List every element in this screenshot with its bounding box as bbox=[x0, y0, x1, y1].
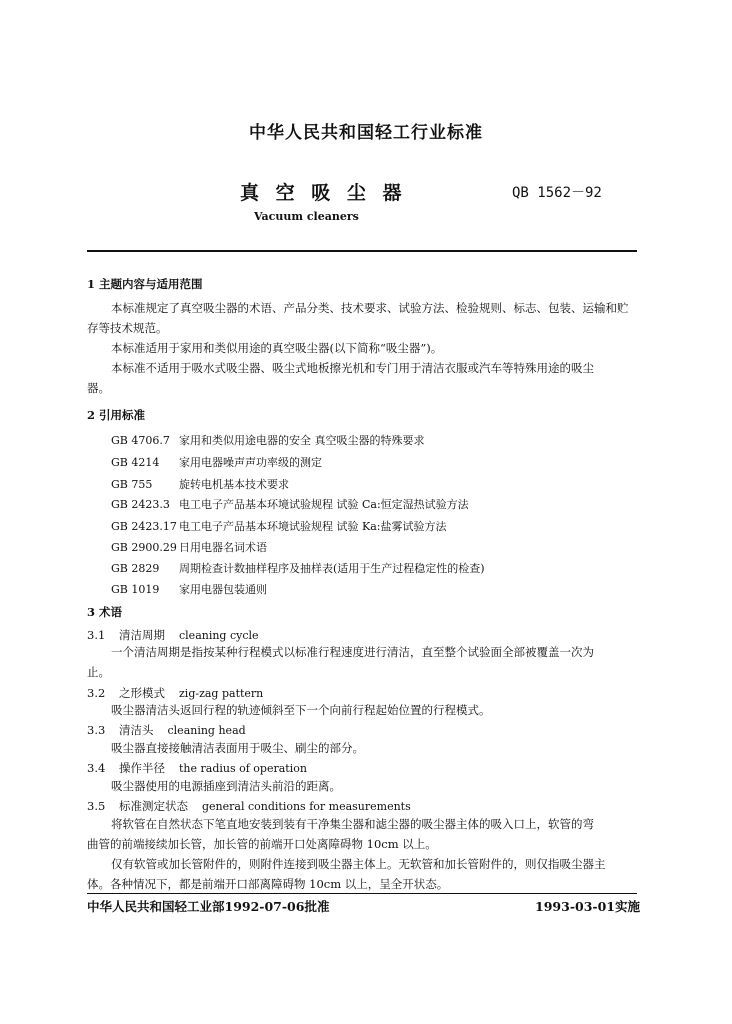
term-english: zig-zag pattern bbox=[179, 687, 264, 700]
term-chinese: 清洁周期 bbox=[119, 628, 165, 642]
term-3-4-definition: 吸尘器使用的电源插座到清洁头前沿的距离。 bbox=[111, 779, 341, 793]
reference-item bbox=[111, 476, 289, 492]
standard-code: QB 1562－92 bbox=[512, 185, 602, 201]
term-english: cleaning cycle bbox=[179, 629, 259, 642]
term-3-5-definition-line-4: 体。各种情况下，都是前端开口部离障碍物 10cm 以上，呈全开状态。 bbox=[87, 877, 449, 891]
reference-item bbox=[111, 496, 469, 512]
term-3-5-definition-line-3: 仅有软管或加长管附件的，则附件连接到吸尘器主体上。无软管和加长管附件的，则仅指吸尘器主 bbox=[111, 857, 606, 871]
section-1-paragraph-3-line-1: 本标准不适用于吸水式吸尘器、吸尘式地板擦光机和专门用于清洁衣服或汽车等特殊用途的吸尘 bbox=[111, 361, 594, 375]
reference-text: 周期检查计数抽样程序及抽样表(适用于生产过程稳定性的检查) bbox=[179, 562, 485, 575]
reference-number: GB 1019 bbox=[111, 583, 160, 596]
implementation-date: 1993-03-01实施 bbox=[535, 899, 640, 914]
term-3-4-heading bbox=[87, 760, 307, 776]
term-3-1-definition-line-2: 止。 bbox=[87, 665, 110, 679]
section-1-paragraph-2: 本标准适用于家用和类似用途的真空吸尘器(以下简称“吸尘器”)。 bbox=[111, 341, 443, 355]
term-number: 3.1 bbox=[87, 628, 106, 642]
reference-text: 电工电子产品基本环境试验规程 试验 Ca:恒定湿热试验方法 bbox=[179, 498, 469, 511]
reference-item bbox=[111, 518, 446, 534]
term-3-2-definition: 吸尘器清洁头返回行程的轨迹倾斜至下一个向前行程起始位置的行程模式。 bbox=[111, 703, 491, 717]
reference-text: 旋转电机基本技术要求 bbox=[179, 478, 289, 491]
term-number: 3.4 bbox=[87, 761, 106, 775]
term-english: general conditions for measurements bbox=[202, 800, 411, 813]
header-rule bbox=[87, 250, 637, 252]
term-chinese: 操作半径 bbox=[119, 761, 165, 775]
reference-item bbox=[111, 560, 485, 576]
reference-text: 日用电器名词术语 bbox=[179, 541, 267, 554]
document-header: 中华人民共和国轻工行业标准 bbox=[249, 123, 483, 143]
section-1-title: 1 主题内容与适用范围 bbox=[87, 277, 203, 291]
term-number: 3.5 bbox=[87, 799, 106, 813]
section-3-title: 3 术语 bbox=[87, 605, 123, 619]
reference-text: 电工电子产品基本环境试验规程 试验 Ka:盐雾试验方法 bbox=[179, 520, 447, 533]
term-3-5-definition-line-1: 将软管在自然状态下笔直地安装到装有干净集尘器和滤尘器的吸尘器主体的吸入口上，软管的弯 bbox=[111, 817, 594, 831]
term-chinese: 之形模式 bbox=[119, 686, 165, 700]
reference-number: GB 2423.3 bbox=[111, 498, 170, 511]
term-3-3-definition: 吸尘器直接接触清洁表面用于吸尘、刷尘的部分。 bbox=[111, 741, 364, 755]
reference-text: 家用电器噪声声功率级的测定 bbox=[179, 456, 322, 469]
term-3-1-heading bbox=[87, 627, 259, 643]
reference-text: 家用电器包装通则 bbox=[179, 583, 267, 596]
english-title: Vacuum cleaners bbox=[254, 210, 359, 223]
term-english: the radius of operation bbox=[179, 762, 307, 775]
section-1-paragraph-3-line-2: 器。 bbox=[87, 381, 110, 395]
term-english: cleaning head bbox=[167, 724, 246, 737]
section-1-paragraph-1-line-2: 存等技术规范。 bbox=[87, 321, 168, 335]
reference-item bbox=[111, 581, 267, 597]
term-3-3-heading bbox=[87, 722, 246, 738]
term-chinese: 标准测定状态 bbox=[119, 799, 188, 813]
approval-date: 中华人民共和国轻工业部1992-07-06批准 bbox=[87, 899, 330, 914]
section-1-paragraph-1-line-1: 本标准规定了真空吸尘器的术语、产品分类、技术要求、试验方法、检验规则、标志、包装、运输和贮 bbox=[111, 301, 629, 315]
section-2-title: 2 引用标准 bbox=[87, 408, 146, 422]
reference-number: GB 2829 bbox=[111, 562, 160, 575]
term-3-5-heading bbox=[87, 798, 411, 814]
reference-number: GB 2423.17 bbox=[111, 520, 177, 533]
term-3-5-definition-line-2: 曲管的前端接续加长管，加长管的前端开口处离障碍物 10cm 以上。 bbox=[87, 837, 437, 851]
reference-item bbox=[111, 432, 425, 448]
term-3-2-heading bbox=[87, 685, 263, 701]
term-number: 3.2 bbox=[87, 686, 106, 700]
term-chinese: 清洁头 bbox=[119, 723, 154, 737]
reference-number: GB 4214 bbox=[111, 456, 160, 469]
reference-text: 家用和类似用途电器的安全 真空吸尘器的特殊要求 bbox=[179, 434, 425, 447]
reference-number: GB 755 bbox=[111, 478, 153, 491]
reference-item bbox=[111, 454, 322, 470]
footer-rule bbox=[87, 893, 637, 894]
document-title: 真 空 吸 尘 器 bbox=[240, 182, 407, 204]
term-3-1-definition-line-1: 一个清洁周期是指按某种行程模式以标准行程速度进行清洁，直至整个试验面全部被覆盖一次为 bbox=[111, 645, 594, 659]
reference-number: GB 4706.7 bbox=[111, 434, 170, 447]
term-number: 3.3 bbox=[87, 723, 106, 737]
reference-number: GB 2900.29 bbox=[111, 541, 177, 554]
reference-item bbox=[111, 539, 267, 555]
